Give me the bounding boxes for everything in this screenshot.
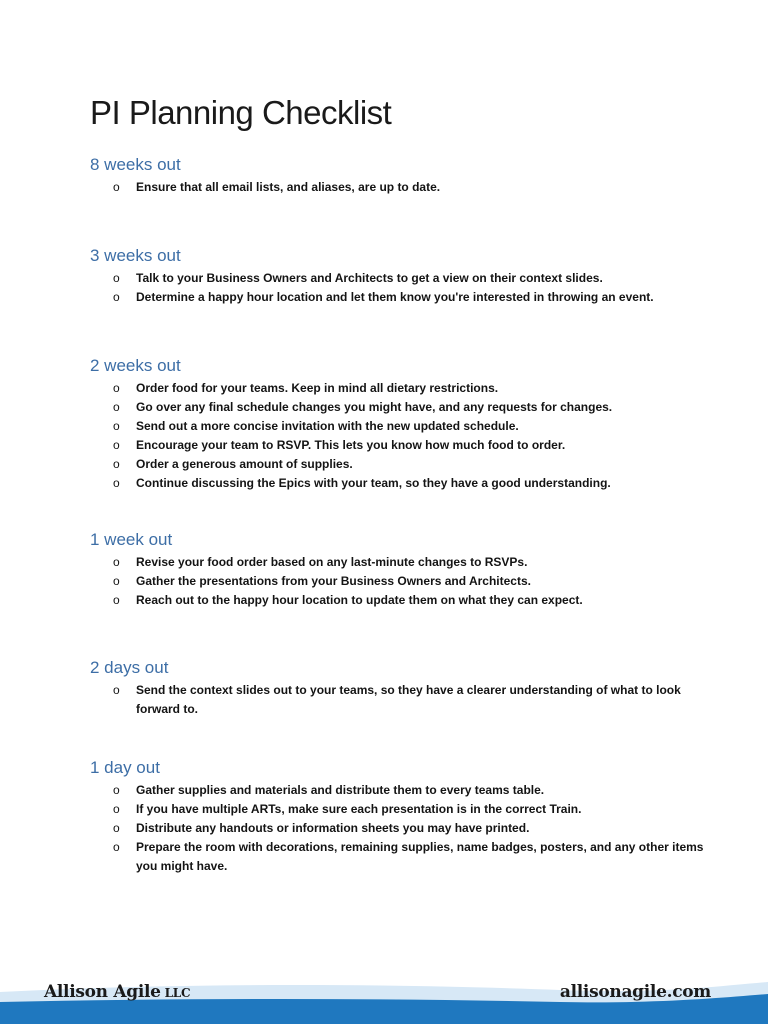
bullet-icon: o — [113, 419, 120, 433]
bullet-icon: o — [113, 683, 120, 697]
section-1-day-out — [90, 757, 710, 876]
section-3-weeks-out — [90, 245, 710, 307]
bullet-icon: o — [113, 180, 120, 194]
section-heading: 2 days out — [90, 658, 169, 677]
section-1-week-out — [90, 529, 710, 610]
section-8-weeks-out — [90, 154, 710, 197]
checklist-item: o Send the context slides out to your teams, so they have a clearer understanding of what to look forward to. — [113, 683, 681, 716]
checklist-item: o Send out a more concise invitation with the new updated schedule. — [90, 417, 710, 436]
checklist — [90, 681, 710, 719]
bullet-icon: o — [113, 457, 120, 471]
company-name: Allison Agile — [44, 982, 161, 1002]
section-heading: 3 weeks out — [90, 246, 181, 265]
bullet-icon: o — [113, 400, 120, 414]
bullet-icon: o — [113, 271, 120, 285]
section-2-days-out — [90, 657, 710, 719]
checklist-item: o Gather the presentations from your Business Owners and Architects. — [90, 572, 710, 591]
section-heading: 8 weeks out — [90, 155, 181, 174]
checklist-item: o Reach out to the happy hour location to update them on what they can expect. — [90, 591, 710, 610]
bullet-icon: o — [113, 290, 120, 304]
section-heading: 2 weeks out — [90, 356, 181, 375]
bullet-icon: o — [113, 593, 120, 607]
bullet-icon: o — [113, 802, 120, 816]
bullet-icon: o — [113, 476, 120, 490]
bullet-icon: o — [113, 574, 120, 588]
checklist — [90, 553, 710, 610]
checklist-item: o Revise your food order based on any last-minute changes to RSVPs. — [90, 553, 710, 572]
bullet-icon: o — [113, 438, 120, 452]
company-suffix: LLC — [164, 986, 191, 1000]
checklist — [90, 269, 710, 307]
company-logo — [44, 982, 190, 1002]
document-title: PI Planning Checklist — [90, 94, 392, 131]
checklist — [90, 178, 710, 197]
checklist-item: o Order food for your teams. Keep in mind all dietary restrictions. — [90, 379, 710, 398]
bullet-icon: o — [113, 381, 120, 395]
checklist-item: o Order a generous amount of supplies. — [90, 455, 710, 474]
bullet-icon: o — [113, 555, 120, 569]
checklist-item: o Continue discussing the Epics with your team, so they have a good understanding. — [90, 474, 710, 493]
bullet-icon: o — [113, 821, 120, 835]
checklist — [90, 781, 710, 876]
section-2-weeks-out — [90, 355, 710, 493]
checklist-item: o Determine a happy hour location and let them know you're interested in throwing an event. — [90, 288, 710, 307]
checklist-item: o Go over any final schedule changes you might have, and any requests for changes. — [90, 398, 710, 417]
section-heading: 1 week out — [90, 530, 173, 549]
section-heading: 1 day out — [90, 758, 160, 777]
bullet-icon: o — [113, 840, 120, 854]
checklist-item: o Talk to your Business Owners and Architects to get a view on their context slides. — [90, 269, 710, 288]
checklist-item: o Prepare the room with decorations, remaining supplies, name badges, posters, and any other items you might have. — [113, 840, 704, 873]
checklist — [90, 379, 710, 493]
checklist-item: o Encourage your team to RSVP. This lets you know how much food to order. — [90, 436, 710, 455]
bullet-icon: o — [113, 783, 120, 797]
website-url: allisonagile.com — [559, 982, 711, 1002]
checklist-item: o Ensure that all email lists, and aliases, are up to date. — [90, 178, 710, 197]
checklist-item: o Distribute any handouts or information sheets you may have printed. — [90, 819, 710, 838]
checklist-item: o Gather supplies and materials and distribute them to every teams table. — [90, 781, 710, 800]
checklist-item: o If you have multiple ARTs, make sure each presentation is in the correct Train. — [90, 800, 710, 819]
